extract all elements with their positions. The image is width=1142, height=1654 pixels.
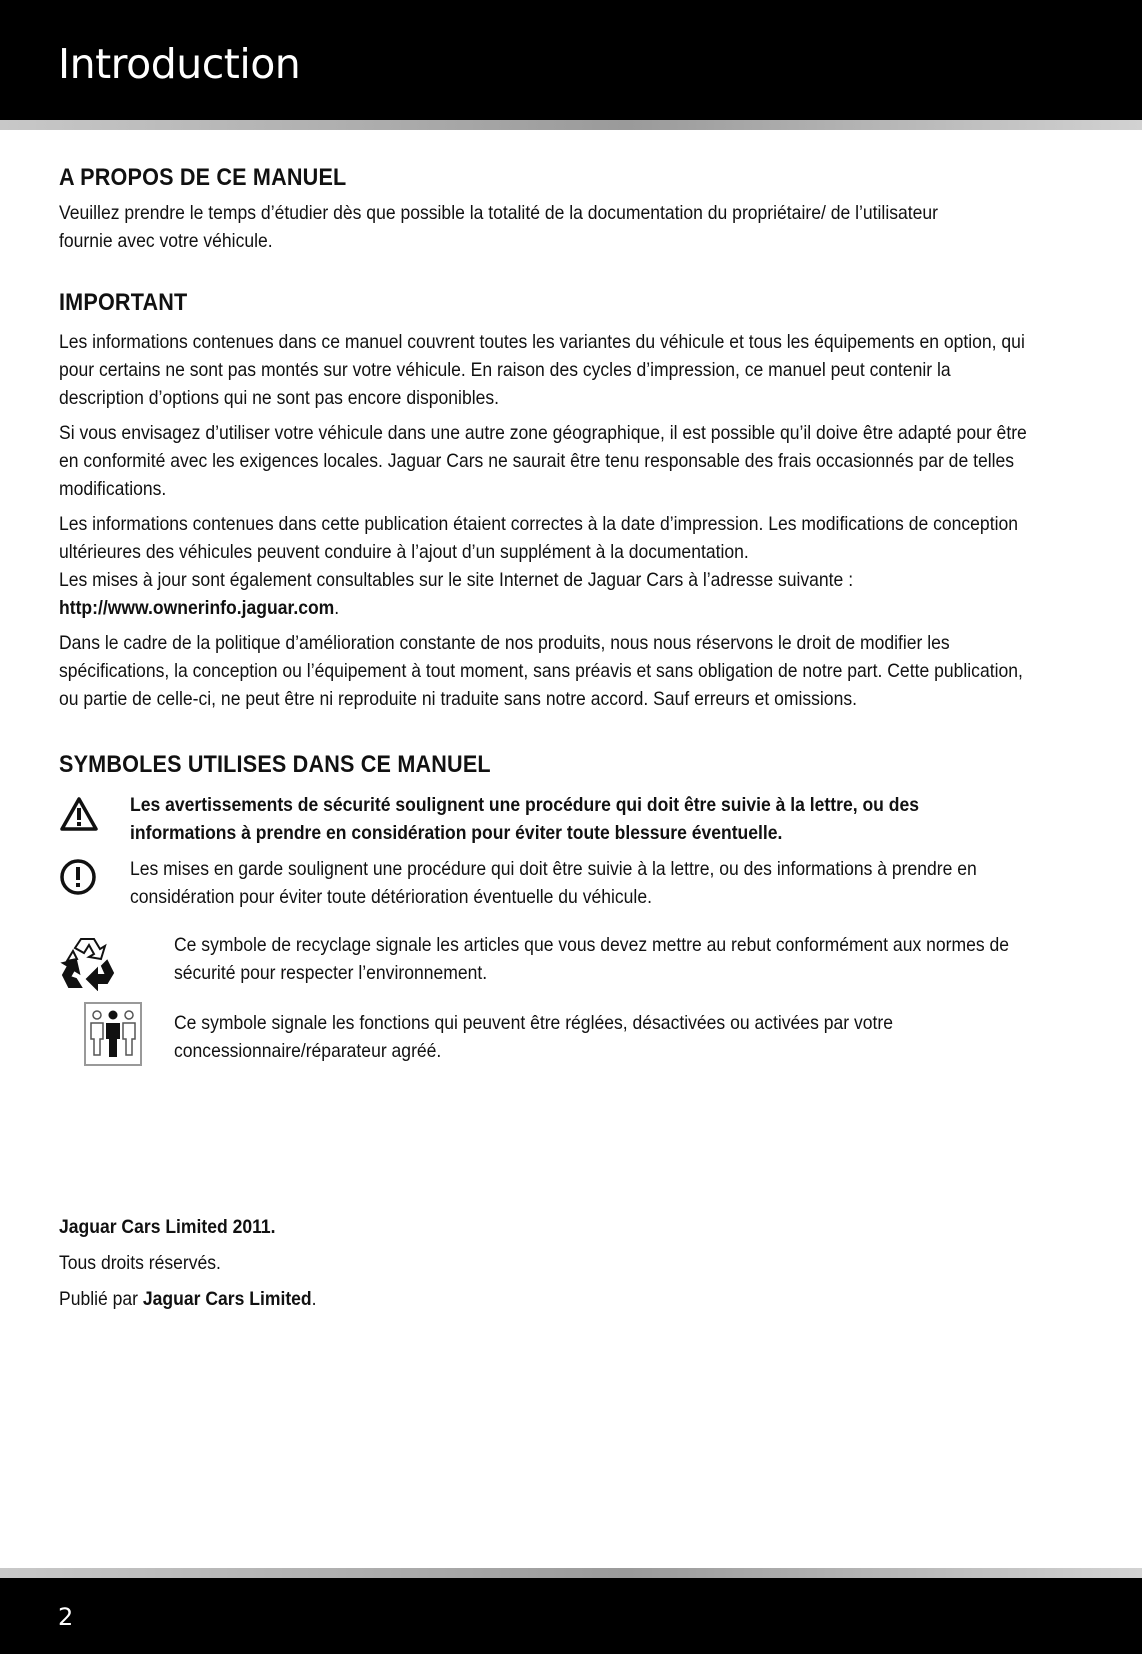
important-paragraph-1: Les informations contenues dans ce manuel couvrent toutes les variantes du véhicule et tous les équipements en option, qui pour certains ne sont pas montés sur votre véhicule. En raison des cycles d’impression, ce manuel peut contenir la description d’options qui ne sont pas encore disponibles. [59, 331, 1025, 409]
section-heading-important: IMPORTANT [59, 289, 188, 316]
symbol-row-caution [59, 855, 1019, 911]
caution-exclamation-icon [59, 858, 97, 896]
apropos-text: Veuillez prendre le temps d’étudier dès que possible la totalité de la documentation du propriétaire/ de l’utilisateur fournie avec votre véhicule. [59, 202, 939, 252]
copyright-line: Jaguar Cars Limited 2011. [59, 1216, 276, 1238]
important-paragraph-3b: Les mises à jour sont également consultables sur le site Internet de Jaguar Cars à l’adresse suivante : [59, 569, 854, 591]
page-footer [0, 1578, 1142, 1654]
caution-text: Les mises en garde soulignent une procédure qui doit être suivie à la lettre, ou des informations à prendre en considération pour éviter toute détérioration éventuelle du véhicule. [130, 858, 977, 908]
important-paragraph-3: Les informations contenues dans cette publication étaient correctes à la date d’impression. Les modifications de conception ultérieures des véhicules peuvent conduire à l’ajout d’un supplément à la documentation. [59, 513, 1018, 563]
recycle-text: Ce symbole de recyclage signale les articles que vous devez mettre au rebut conformément aux normes de sécurité pour respecter l’environnement. [174, 934, 1010, 984]
main-content [59, 160, 1027, 1065]
recycle-icon [59, 931, 119, 991]
important-url-line [59, 594, 1031, 622]
warning-text: Les avertissements de sécurité soulignent une procédure qui doit être suivie à la lettre, ou des informations à prendre en considération pour éviter toute blessure éventuelle. [130, 794, 920, 844]
published-prefix: Publié par [59, 1288, 143, 1310]
symbol-row-recycle [59, 931, 1019, 987]
published-suffix: . [311, 1288, 317, 1310]
copyright-block [59, 1213, 759, 1313]
publisher-name: Jaguar Cars Limited [142, 1288, 312, 1310]
important-paragraph-4: Dans le cadre de la politique d’amélioration constante de nos produits, nous nous réservons le droit de modifier les spécifications, la conception ou l’équipement à tout moment, sans préavis et sans obligation de notre part. Cette publication, ou partie de celle-ci, ne peut être ni reproduite ni traduite sans notre accord. Sauf erreurs et omissions. [59, 632, 1023, 710]
dealer-figures-icon [83, 1001, 143, 1067]
warning-triangle-icon [59, 796, 99, 832]
footer-divider [0, 1568, 1142, 1578]
page-number: 2 [58, 1603, 74, 1631]
url-suffix: . [334, 597, 340, 619]
symbol-row-warning [59, 791, 1019, 847]
rights-line: Tous droits réservés. [59, 1252, 221, 1274]
symbol-row-dealer [59, 1009, 1019, 1065]
section-heading-symboles: SYMBOLES UTILISES DANS CE MANUEL [59, 751, 491, 778]
page-title: Introduction [58, 40, 301, 88]
important-paragraph-2: Si vous envisagez d’utiliser votre véhicule dans une autre zone géographique, il est possible qu’il doive être adapté pour être en conformité avec les exigences locales. Jaguar Cars ne saurait être tenu responsable des frais occasionnés par de telles modifications. [59, 422, 1027, 500]
published-line [59, 1285, 689, 1313]
owner-info-link[interactable]: http://www.ownerinfo.jaguar.com [59, 597, 335, 619]
header-divider [0, 120, 1142, 130]
dealer-text: Ce symbole signale les fonctions qui peuvent être réglées, désactivées ou activées par votre concessionnaire/réparateur agréé. [174, 1012, 893, 1062]
page-header [0, 0, 1142, 120]
section-heading-apropos: A PROPOS DE CE MANUEL [59, 164, 347, 191]
